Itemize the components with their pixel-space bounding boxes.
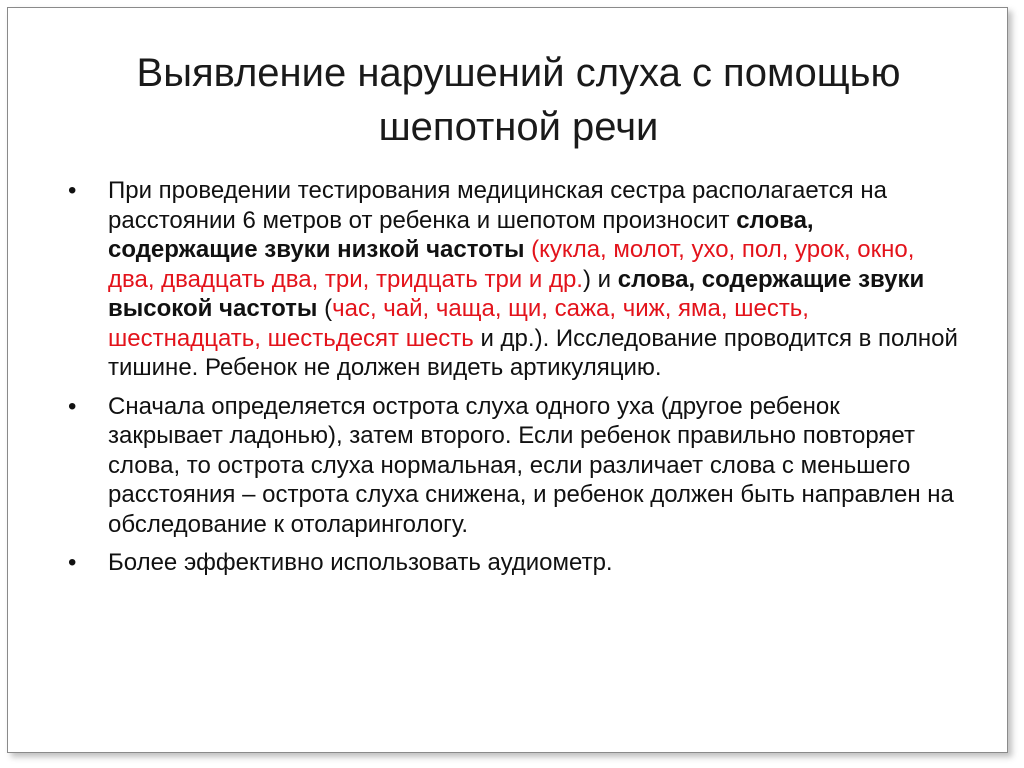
slide-frame xyxy=(7,7,1008,753)
bullet-item-whisper-test xyxy=(68,176,958,383)
title-line-1: Выявление нарушений слуха с помощью xyxy=(136,51,901,95)
bullet-text: Сначала определяется острота слуха одного уха (другое ребенок закрывает ладонью), затем второго. Если ребенок правильно повторяет слова, то острота слуха нормальная, если различает слова с меньшего расстояния – острота слуха снижена, и ребенок должен быть направлен на обследование к отоларингологу. xyxy=(108,392,954,538)
slide-title xyxy=(68,46,969,154)
bullet-list xyxy=(68,176,958,587)
text-run: При проведении тестирования медицинская сестра располагается на расстоянии 6 метров от ребенка и шепотом произносит xyxy=(108,177,887,234)
bullet-item-audiometer xyxy=(68,548,958,578)
text-run: ) и xyxy=(582,265,618,293)
bullet-item-hearing-acuity xyxy=(68,392,958,540)
red-high-frequency-words: час, чай, чаща, щи, сажа, чиж, яма, шесть, шестнадцать, шестьдесят шесть xyxy=(108,295,809,352)
bullet-text xyxy=(108,177,958,381)
bullet-dot: • xyxy=(68,392,77,420)
text-run: и др.). Исследование проводится в полной тишине. Ребенок не должен видеть артикуляцию. xyxy=(108,324,958,381)
bold-high-frequency: слова, содержащие звуки высокой частоты xyxy=(108,265,925,322)
red-low-frequency-words: (кукла, молот, ухо, пол, урок, окно, два, двадцать два, три, тридцать три и др. xyxy=(108,236,915,293)
bullet-dot: • xyxy=(68,177,77,204)
text-run: ( xyxy=(317,295,333,322)
bullet-text: Более эффективно использовать аудиометр. xyxy=(108,549,613,576)
bullet-dot: • xyxy=(68,549,77,576)
bold-low-frequency: слова, содержащие звуки низкой частоты xyxy=(108,206,814,263)
title-line-2: шепотной речи xyxy=(378,105,659,149)
